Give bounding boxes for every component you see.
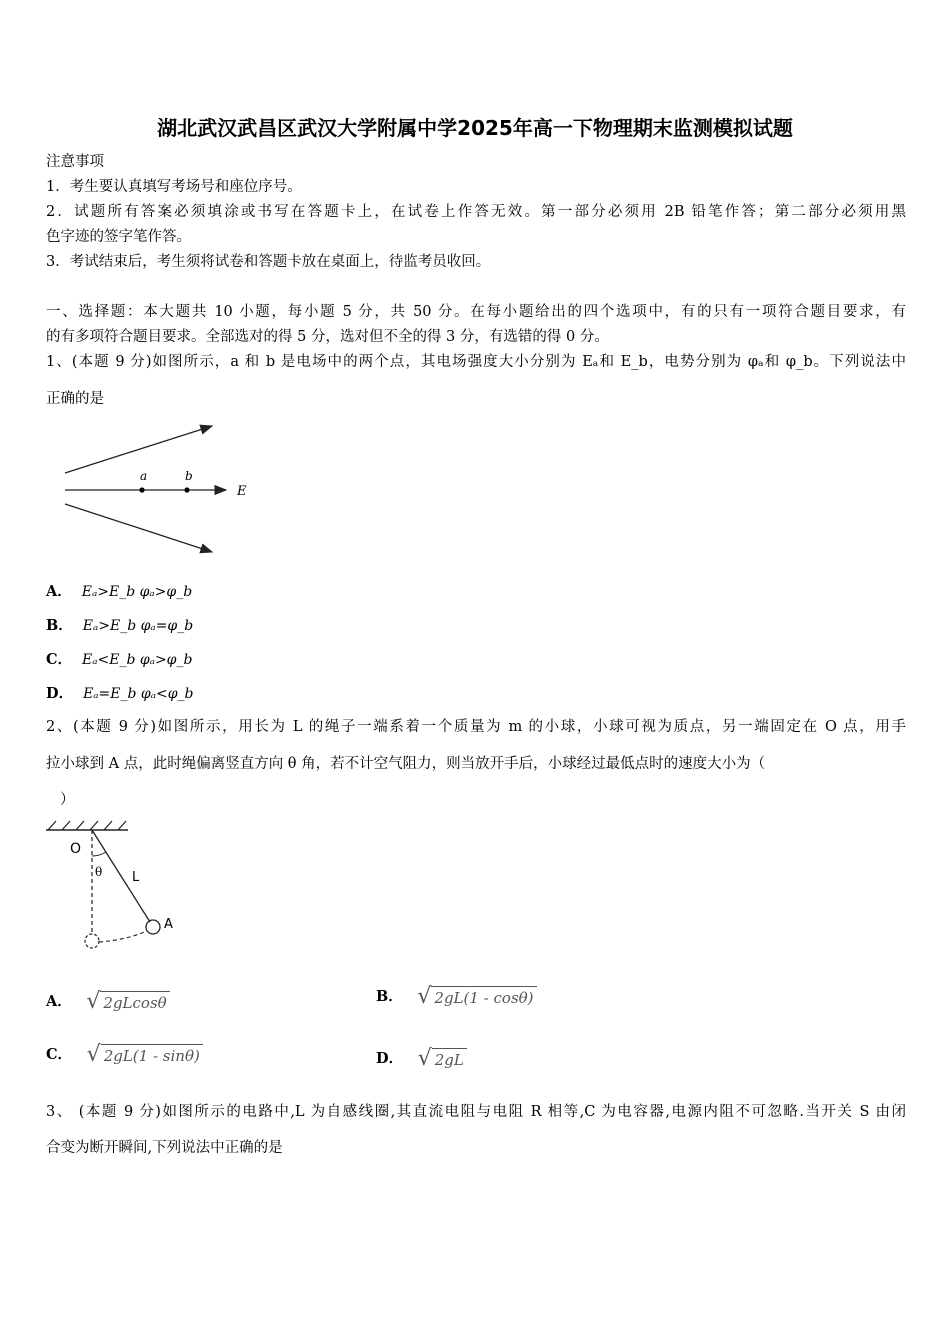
label-theta: θ — [95, 865, 103, 879]
label-L: L — [132, 870, 140, 885]
option-letter: D． — [376, 1050, 404, 1067]
option-letter: A． — [46, 993, 72, 1010]
notice-item-2b: 色字迹的签字笔作答。 — [46, 229, 191, 245]
q1-electric-field-figure — [55, 418, 265, 560]
label-E: E — [237, 484, 247, 499]
section-intro-2: 的有多项符合题目要求。全部选对的得 5 分，选对但不全的得 3 分，有选错的得 0 分。 — [46, 329, 609, 345]
q2-option-b[interactable] — [376, 985, 537, 1008]
point-a — [139, 487, 144, 492]
q2-stem-line1: 2、(本题 9 分)如图所示，用长为 L 的绳子一端系着一个质量为 m 的小球，小球可视为质点，另一端固定在 O 点，用手 — [46, 719, 906, 735]
field-line-upper — [65, 426, 212, 473]
sqrt-expression: √ 2gL(1 - cosθ) — [417, 986, 536, 1008]
sqrt-expression: √ 2gL(1 - sinθ) — [87, 1044, 203, 1066]
q1-option-a[interactable] — [46, 580, 192, 601]
option-text: Eₐ>E_b φₐ=φ_b — [82, 618, 194, 634]
option-text: Eₐ<E_b φₐ>φ_b — [82, 652, 193, 668]
q1-stem-line2: 正确的是 — [46, 391, 104, 407]
notice-item-2a: 2．试题所有答案必须填涂或书写在答题卡上，在试卷上作答无效。第一部分必须用 2B 铅笔作答；第二部分必须用黑 — [46, 204, 906, 220]
ball-lowest — [85, 934, 99, 948]
q1-option-b[interactable] — [46, 614, 193, 635]
label-A: A — [164, 917, 173, 932]
option-letter: B． — [46, 617, 73, 634]
q3-stem-line2: 合变为断开瞬间,下列说法中正确的是 — [46, 1140, 283, 1156]
notice-item-3: 3．考试结束后，考生须将试卷和答题卡放在桌面上，待监考员收回。 — [46, 254, 491, 270]
point-b — [184, 487, 189, 492]
sqrt-expression: √ 2gLcosθ — [86, 991, 169, 1013]
q2-pendulum-figure — [44, 818, 194, 953]
q1-option-c[interactable] — [46, 648, 192, 669]
option-letter: C． — [46, 651, 73, 668]
option-letter: B． — [376, 988, 403, 1005]
option-text: Eₐ=E_b φₐ<φ_b — [83, 686, 194, 702]
q3-stem-line1: 3、 (本题 9 分)如图所示的电路中,L 为自感线圈,其直流电阻与电阻 R 相等,C 为电容器,电源内阻不可忽略.当开关 S 由闭 — [46, 1104, 906, 1120]
q1-option-d[interactable] — [46, 682, 193, 703]
option-letter: C． — [46, 1046, 73, 1063]
theta-arc — [92, 852, 106, 856]
ball-at-A — [146, 920, 160, 934]
section-intro-1: 一、选择题：本大题共 10 小题，每小题 5 分，共 50 分。在每小题给出的四个选项中，有的只有一项符合题目要求，有 — [46, 304, 906, 320]
label-b: b — [185, 469, 193, 483]
notice-heading: 注意事项 — [46, 154, 104, 170]
field-line-lower — [65, 504, 212, 552]
q2-option-a[interactable] — [46, 990, 170, 1013]
q2-option-c[interactable] — [46, 1043, 203, 1066]
swing-path — [99, 931, 147, 942]
q2-option-d[interactable] — [376, 1047, 467, 1070]
sqrt-expression: √ 2gL — [418, 1048, 467, 1070]
q1-stem-line1: 1、(本题 9 分)如图所示，a 和 b 是电场中的两个点，其电场强度大小分别为 Eₐ和 E_b，电势分别为 φₐ和 φ_b。下列说法中 — [46, 354, 906, 370]
page-title: 湖北武汉武昌区武汉大学附属中学2025年高一下物理期末监测模拟试题 — [157, 116, 793, 140]
label-O: O — [70, 841, 82, 857]
option-letter: D． — [46, 685, 74, 702]
q2-stem-line3: ） — [60, 792, 75, 808]
option-letter: A． — [46, 583, 72, 600]
q2-stem-line2: 拉小球到 A 点，此时绳偏离竖直方向 θ 角，若不计空气阻力，则当放开手后，小球经过最低点时的速度大小为（ — [46, 756, 766, 772]
notice-item-1: 1．考生要认真填写考场号和座位序号。 — [46, 179, 302, 195]
option-text: Eₐ>E_b φₐ>φ_b — [81, 584, 193, 600]
label-a: a — [140, 469, 148, 483]
